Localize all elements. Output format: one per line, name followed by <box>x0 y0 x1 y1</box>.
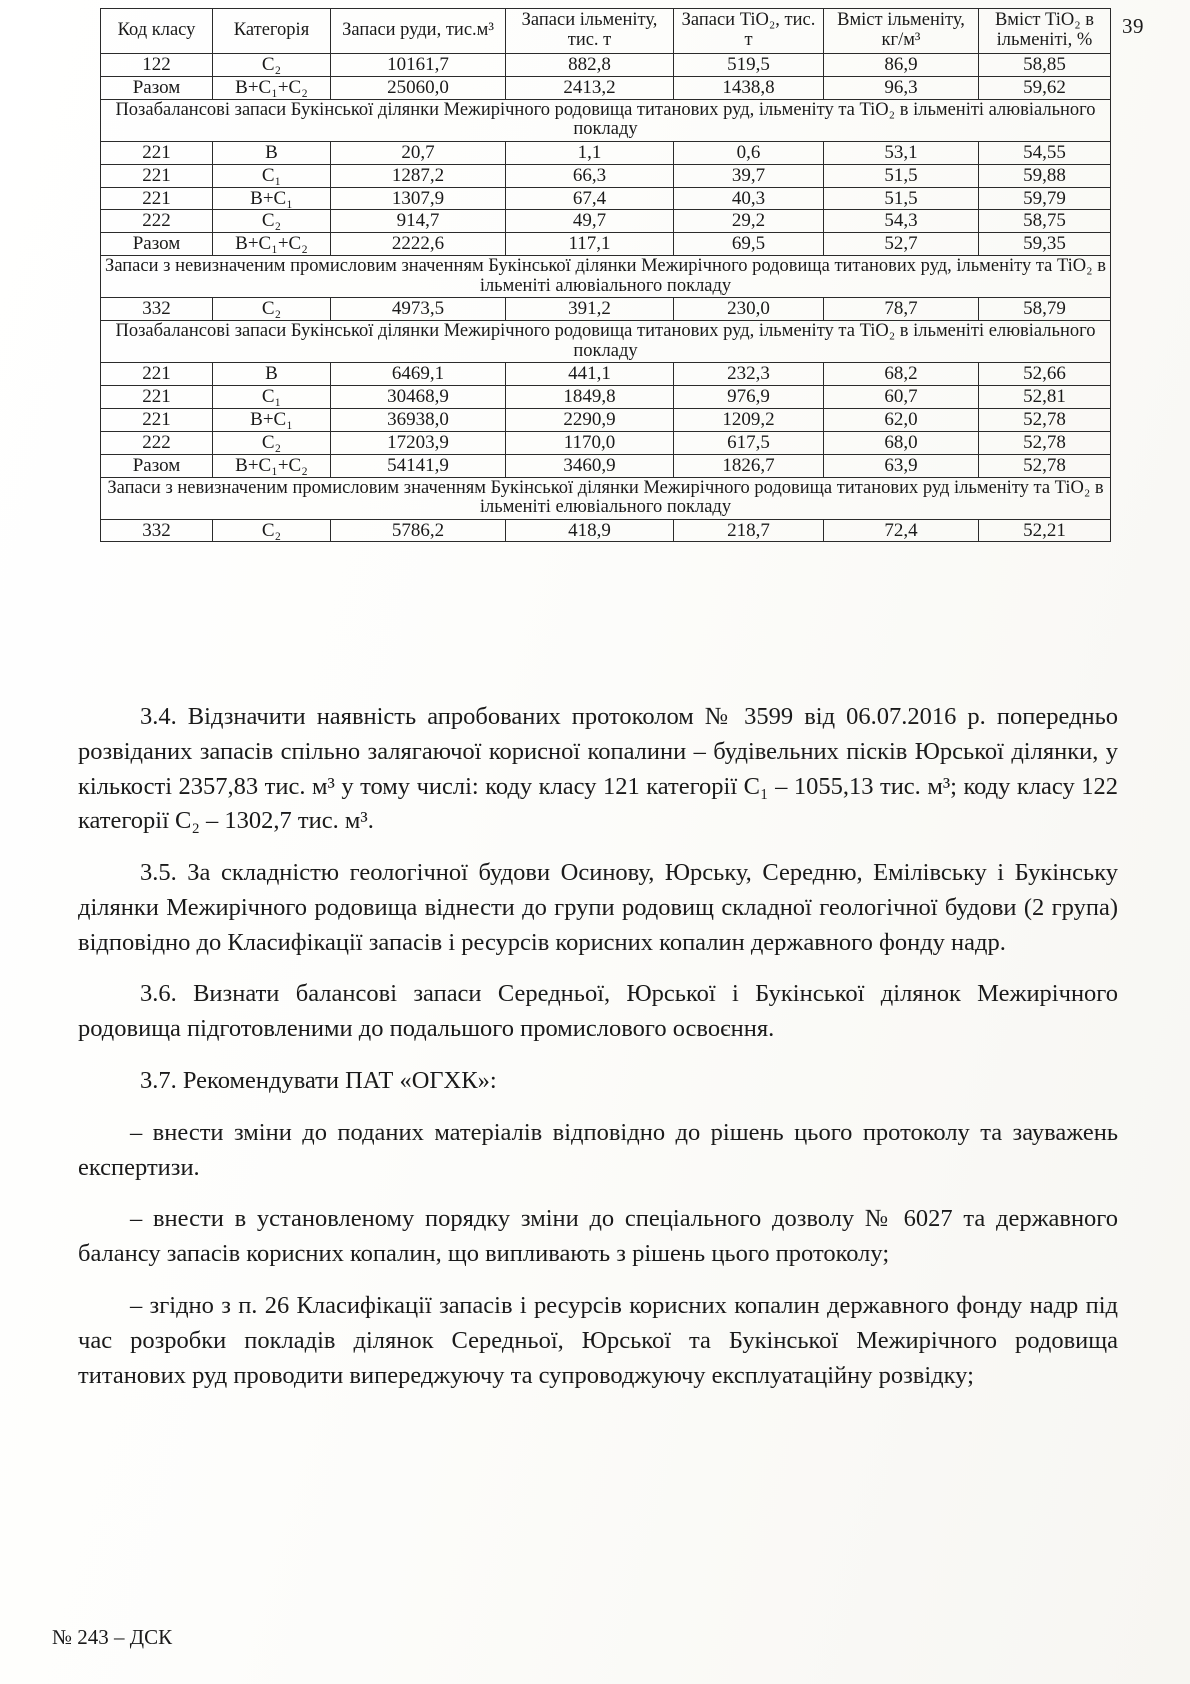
table-row <box>101 76 1111 99</box>
table-cell: 1209,2 <box>674 408 824 431</box>
table-cell: Разом <box>101 233 213 256</box>
table-note-row <box>101 477 1111 519</box>
table-cell: 418,9 <box>506 519 674 542</box>
table-cell: 221 <box>101 164 213 187</box>
table-cell: 2290,9 <box>506 408 674 431</box>
table-cell: 59,35 <box>979 233 1111 256</box>
table-cell: 69,5 <box>674 233 824 256</box>
paragraph-3-6: 3.6. Визнати балансові запаси Середньої, Юрської і Букінської ділянок Межирічного родовища підготовленими до подальшого промислового освоєння. <box>78 980 1118 1043</box>
table-cell: 221 <box>101 362 213 385</box>
table-cell: В+С₁ <box>213 187 331 210</box>
table-cell: 20,7 <box>331 141 506 164</box>
table-cell: 1826,7 <box>674 454 824 477</box>
table-cell: 52,21 <box>979 519 1111 542</box>
table-cell: 221 <box>101 385 213 408</box>
column-header-tio2-reserves: Запаси TiO₂, тис. т <box>674 9 824 54</box>
table-cell: Разом <box>101 76 213 99</box>
table-cell: 54,55 <box>979 141 1111 164</box>
table-cell: 5786,2 <box>331 519 506 542</box>
table-cell: 60,7 <box>824 385 979 408</box>
table-row <box>101 187 1111 210</box>
table-cell: 29,2 <box>674 210 824 233</box>
table-cell: С₂ <box>213 298 331 321</box>
table-cell: 52,78 <box>979 431 1111 454</box>
table-cell: 58,75 <box>979 210 1111 233</box>
table-cell: 221 <box>101 187 213 210</box>
table-note-text: Позабалансові запаси Букінської ділянки Межирічного родовища титанових руд, ільменіту та TiO₂ в ільменіті елювіального покладу <box>101 321 1111 363</box>
table-cell: 1438,8 <box>674 76 824 99</box>
table-cell: 59,62 <box>979 76 1111 99</box>
table-row <box>101 408 1111 431</box>
table-note-text: Запаси з невизначеним промисловим значенням Букінської ділянки Межирічного родовища титанових руд, ільменіту та TiO₂ в ільменіті алювіального покладу <box>101 256 1111 298</box>
table-cell: 391,2 <box>506 298 674 321</box>
table-cell: 54141,9 <box>331 454 506 477</box>
page-number: 39 <box>1122 14 1144 38</box>
table-row <box>101 385 1111 408</box>
table-note-row <box>101 99 1111 141</box>
table-cell: 914,7 <box>331 210 506 233</box>
table-cell: 1307,9 <box>331 187 506 210</box>
table-row <box>101 298 1111 321</box>
table-cell: 0,6 <box>674 141 824 164</box>
table-body <box>101 53 1111 542</box>
table-cell: В+С₁+С₂ <box>213 233 331 256</box>
column-header-ilmenite-reserves: Запаси ільменіту, тис. т <box>506 9 674 54</box>
table-cell: 40,3 <box>674 187 824 210</box>
table-row <box>101 210 1111 233</box>
table-cell: 117,1 <box>506 233 674 256</box>
table-header-row <box>101 9 1111 54</box>
table-cell: 230,0 <box>674 298 824 321</box>
table-row <box>101 164 1111 187</box>
paragraph-3-7-item-1: – внести зміни до поданих матеріалів відповідно до рішень цього протоколу та зауважень експертизи. <box>78 1118 1118 1181</box>
table-row <box>101 141 1111 164</box>
table-cell: С₁ <box>213 385 331 408</box>
table-cell: 3460,9 <box>506 454 674 477</box>
table-cell: 51,5 <box>824 164 979 187</box>
table-cell: Разом <box>101 454 213 477</box>
table-cell: 59,88 <box>979 164 1111 187</box>
table-cell: 1287,2 <box>331 164 506 187</box>
table-cell: 221 <box>101 408 213 431</box>
table-cell: C₂ <box>213 53 331 76</box>
table-cell: 68,0 <box>824 431 979 454</box>
table-cell: 332 <box>101 298 213 321</box>
table-cell: 332 <box>101 519 213 542</box>
table-cell: 10161,7 <box>331 53 506 76</box>
table-note-row <box>101 321 1111 363</box>
table-cell: 52,7 <box>824 233 979 256</box>
table-row <box>101 233 1111 256</box>
table-cell: 222 <box>101 210 213 233</box>
table-cell: 63,9 <box>824 454 979 477</box>
table-cell: 441,1 <box>506 362 674 385</box>
table-row <box>101 53 1111 76</box>
table-cell: С₂ <box>213 519 331 542</box>
table-row <box>101 519 1111 542</box>
table-cell: 54,3 <box>824 210 979 233</box>
table-cell: 58,79 <box>979 298 1111 321</box>
table-cell: 53,1 <box>824 141 979 164</box>
column-header-ore-reserves: Запаси руди, тис.м³ <box>331 9 506 54</box>
table-cell: 52,66 <box>979 362 1111 385</box>
table-cell: 25060,0 <box>331 76 506 99</box>
paragraph-3-4: 3.4. Відзначити наявність апробованих протоколом № 3599 від 06.07.2016 р. попередньо розвіданих запасів спільно залягаючої корисної копалини – будівельних пісків Юрської ділянки, у кількості 2357,83 тис. м³ у тому числі: коду класу 121 категорії С₁ – 1055,13 тис. м³; коду класу 122 категорії С₂ – 1302,7 тис. м³. <box>78 703 1118 835</box>
column-header-class-code: Код класу <box>101 9 213 54</box>
table-cell: 232,3 <box>674 362 824 385</box>
table-cell: 519,5 <box>674 53 824 76</box>
table-cell: 39,7 <box>674 164 824 187</box>
column-header-ilmenite-content: Вміст ільменіту, кг/м³ <box>824 9 979 54</box>
column-header-tio2-content: Вміст TiO₂ в ільменіті, % <box>979 9 1111 54</box>
table-cell: 1,1 <box>506 141 674 164</box>
table-cell: 882,8 <box>506 53 674 76</box>
table-cell: В+С₁+С₂ <box>213 454 331 477</box>
page-footer: № 243 – ДСК <box>52 1625 173 1649</box>
column-header-category: Категорія <box>213 9 331 54</box>
table-cell: С₂ <box>213 431 331 454</box>
table-cell: 36938,0 <box>331 408 506 431</box>
table-cell: 72,4 <box>824 519 979 542</box>
table-cell: 6469,1 <box>331 362 506 385</box>
table-cell: 58,85 <box>979 53 1111 76</box>
table-cell: 222 <box>101 431 213 454</box>
table-cell: 62,0 <box>824 408 979 431</box>
table-row <box>101 362 1111 385</box>
table-note-text: Запаси з невизначеним промисловим значенням Букінської ділянки Межирічного родовища титанових руд ільменіту та TiO₂ в ільменіті елювіального покладу <box>101 477 1111 519</box>
table-cell: 67,4 <box>506 187 674 210</box>
table-cell: 86,9 <box>824 53 979 76</box>
table-cell: 96,3 <box>824 76 979 99</box>
table-cell: 2413,2 <box>506 76 674 99</box>
table-cell: 218,7 <box>674 519 824 542</box>
table-cell: 221 <box>101 141 213 164</box>
table-header <box>101 9 1111 54</box>
table-cell: 78,7 <box>824 298 979 321</box>
table-cell: 2222,6 <box>331 233 506 256</box>
table-cell: 52,78 <box>979 408 1111 431</box>
table-row <box>101 454 1111 477</box>
table-note-row <box>101 256 1111 298</box>
table-cell: 66,3 <box>506 164 674 187</box>
table-cell: 17203,9 <box>331 431 506 454</box>
table-row <box>101 431 1111 454</box>
reserves-table <box>100 8 1111 542</box>
paragraph-3-7-item-3: – згідно з п. 26 Класифікації запасів і ресурсів корисних копалин державного фонду надр під час розробки покладів ділянок Середньої, Юрської та Букінської Межирічного родовища титанових руд проводити випереджуючу та супроводжуючу експлуатаційну розвідку; <box>78 1291 1118 1389</box>
table-cell: С₁ <box>213 164 331 187</box>
table-cell: 68,2 <box>824 362 979 385</box>
table-cell: 30468,9 <box>331 385 506 408</box>
table-cell: 51,5 <box>824 187 979 210</box>
table-cell: В <box>213 362 331 385</box>
table-note-text: Позабалансові запаси Букінської ділянки Межирічного родовища титанових руд, ільменіту та TiO₂ в ільменіті алювіального покладу <box>101 99 1111 141</box>
table-cell: В <box>213 141 331 164</box>
table-cell: 59,79 <box>979 187 1111 210</box>
paragraph-3-7: 3.7. Рекомендувати ПАТ «ОГХК»: <box>140 1067 497 1095</box>
body-text <box>78 700 1118 1410</box>
table-cell: 52,81 <box>979 385 1111 408</box>
paragraph-3-7-item-2: – внести в установленому порядку зміни до спеціального дозволу № 6027 та державного балансу запасів корисних копалин, що випливають з рішень цього протоколу; <box>78 1205 1118 1268</box>
table-cell: 52,78 <box>979 454 1111 477</box>
table-cell: С₂ <box>213 210 331 233</box>
table-cell: 122 <box>101 53 213 76</box>
table-cell: 4973,5 <box>331 298 506 321</box>
table-cell: 1170,0 <box>506 431 674 454</box>
table-cell: В+С₁ <box>213 408 331 431</box>
table-cell: 976,9 <box>674 385 824 408</box>
paragraph-3-5: 3.5. За складністю геологічної будови Осинову, Юрську, Середню, Емілівську і Букінську ділянки Межирічного родовища віднести до групи родовищ складної геологічної будови (2 група) відповідно до Класифікації запасів і ресурсів корисних копалин державного фонду надр. <box>78 859 1118 956</box>
table-cell: 617,5 <box>674 431 824 454</box>
reserves-table-container <box>100 8 1110 542</box>
table-cell: 49,7 <box>506 210 674 233</box>
table-cell: 1849,8 <box>506 385 674 408</box>
table-cell: В+С₁+С₂ <box>213 76 331 99</box>
